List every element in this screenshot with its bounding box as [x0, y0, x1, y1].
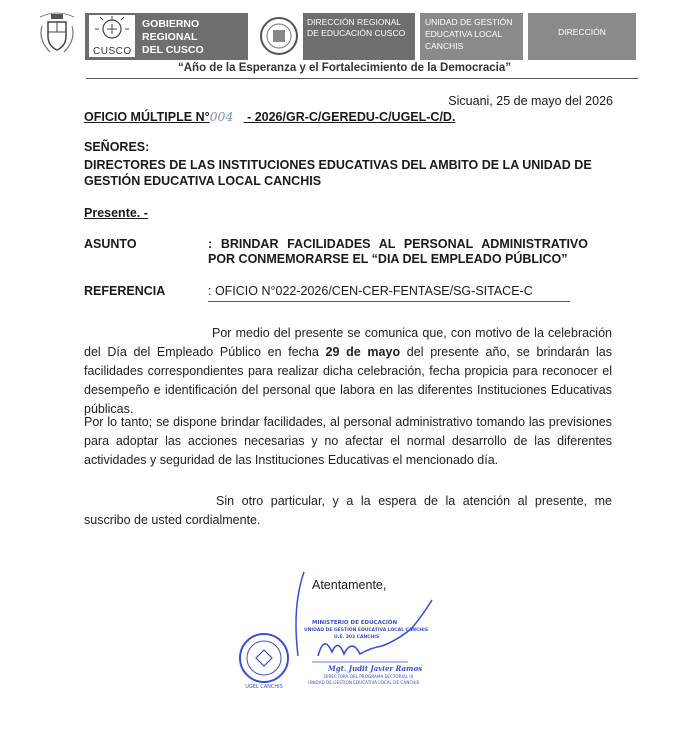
referencia-label: REFERENCIA [84, 284, 166, 298]
closing: Atentamente, [312, 578, 387, 592]
gobierno-regional-title: GOBIERNO REGIONAL DEL CUSCO [142, 18, 204, 56]
year-motto: “Año de la Esperanza y el Fortalecimiento de la Democracia” [178, 62, 511, 74]
signer-title-1: DIRECTORA DEL PROGRAMA SECTORIAL III [324, 674, 414, 679]
direccion-regional-banner: DIRECCIÓN REGIONAL DE EDUCACIÓN CUSCO [303, 13, 415, 60]
stamp-line-2: UNIDAD DE GESTIÓN EDUCATIVA LOCAL CANCHIS [304, 628, 429, 633]
ugel-canchis-banner: UNIDAD DE GESTIÓN EDUCATIVA LOCAL CANCHIS [420, 13, 523, 60]
asunto-label: ASUNTO [84, 237, 137, 251]
addressees: DIRECTORES DE LAS INSTITUCIONES EDUCATIVAS DEL AMBITO DE LA UNIDAD DE GESTIÓN EDUCATIVA LOCAL CANCHIS [84, 158, 592, 188]
salutation: SEÑORES: [84, 140, 150, 154]
direccion-banner: DIRECCIÓN [528, 13, 636, 60]
paragraph-1-text-a: Por medio del presente se comunica que, con motivo de la celebración del Día del Empleado Público en fecha [84, 326, 612, 359]
presente-label: Presente. - [84, 206, 148, 220]
letter-date: Sicuani, 25 de mayo del 2026 [448, 94, 613, 108]
pen-stroke [296, 572, 304, 656]
oficio-handwritten-number: 004 [209, 109, 234, 124]
oficio-suffix: - 2026/GR-C/GEREDU-C/UGEL-C/D. [243, 110, 456, 124]
header-divider [86, 78, 638, 79]
paragraph-3: Sin otro particular, y a la espera de la atención al presente, me suscribo de usted cordialmente. [84, 494, 612, 527]
round-seal-icon [240, 634, 288, 690]
oficio-prefix: OFICIO MÚLTIPLE N° [84, 110, 210, 124]
oficio-number-line [84, 109, 455, 124]
referencia-text: : OFICIO N°022-2026/CEN-CER-FENTASE/SG-SITACE-C [208, 284, 533, 298]
stamp-line-3: U.E. 303 CANCHIS [334, 635, 380, 640]
signer-title-2: UNIDAD DE GESTIÓN EDUCATIVA LOCAL DE CANCHIS [308, 680, 420, 685]
round-seal-text: UGEL CANCHIS [245, 684, 283, 690]
signer-name: Mgt. Judit Javier Ramos [328, 664, 423, 673]
gobierno-regional-banner [85, 13, 248, 60]
gobierno-regional-logo-text: CUSCO [93, 46, 132, 57]
direccion-regional-seal-icon [255, 13, 303, 60]
paragraph-2: Por lo tanto; se dispone brindar facilidades, al personal administrativo tomando las previsiones para adoptar las acciones necesarias y no afectar el normal desarrollo de las diferentes actividades y seguridad de las Instituciones Educativas el mencionado día. [84, 415, 612, 467]
stamp-line-1: MINISTERIO DE EDUCACIÓN [312, 620, 398, 626]
peru-coat-of-arms-icon [36, 8, 78, 58]
paragraph-1 [84, 324, 612, 419]
asunto-text: : BRINDAR FACILIDADES AL PERSONAL ADMINISTRATIVO POR CONMEMORARSE EL “DIA DEL EMPLEADO PÚBLICO” [208, 237, 588, 266]
referencia-underline [208, 301, 570, 302]
paragraph-1-date: 29 de mayo [325, 345, 401, 359]
paragraph-1-text-b: del presente año, se brindarán las facilidades correspondientes para realizar dicha celebración, fecha propicia para reconocer el desempeño e identificación del personal que labora en las diferentes Instituciones Educativas públicas. [84, 345, 612, 416]
